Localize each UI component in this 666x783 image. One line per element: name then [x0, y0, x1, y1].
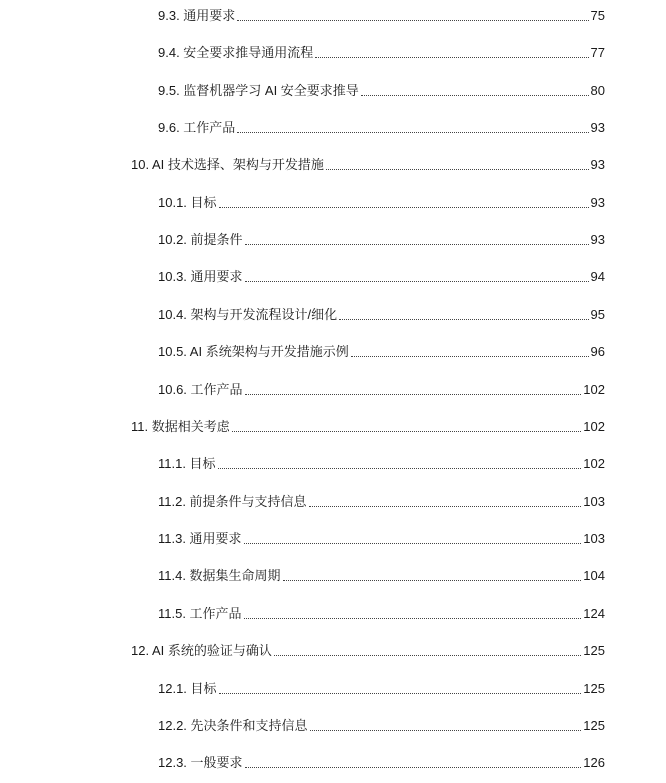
toc-entry-page: 125	[583, 681, 605, 696]
toc-entry-title: 12. AI 系统的验证与确认	[131, 643, 272, 658]
toc-entry-page: 75	[590, 8, 605, 23]
toc-dot-leader	[245, 232, 589, 248]
toc-entry-title: 10. AI 技术选择、架构与开发措施	[131, 157, 324, 172]
toc-entry-page: 124	[583, 606, 605, 621]
toc-entry-title: 9.6. 工作产品	[158, 120, 236, 135]
toc-entry-title: 12.3. 一般要求	[158, 755, 243, 770]
toc-entry[interactable]	[158, 228, 605, 248]
toc-entry-page: 95	[590, 307, 605, 322]
toc-entry-page: 125	[583, 718, 605, 733]
toc-dot-leader	[245, 755, 582, 771]
toc-entry-title: 10.1. 目标	[158, 195, 217, 210]
toc-entry[interactable]	[158, 79, 605, 99]
toc-entry[interactable]	[131, 415, 605, 435]
toc-entry-page: 102	[583, 382, 605, 397]
toc-entry-title: 11.2. 前提条件与支持信息	[158, 494, 307, 509]
toc-entry-page: 126	[583, 755, 605, 770]
toc-dot-leader	[232, 419, 582, 435]
toc-entry[interactable]	[158, 191, 605, 211]
toc-entry-page: 77	[590, 45, 605, 60]
toc-entry[interactable]	[158, 527, 605, 547]
toc-dot-leader	[237, 120, 588, 136]
toc-entry-page: 125	[583, 643, 605, 658]
toc-dot-leader	[274, 643, 581, 659]
toc-dot-leader	[351, 344, 589, 360]
toc-entry-title: 11.3. 通用要求	[158, 531, 242, 546]
toc-dot-leader	[244, 531, 582, 547]
toc-entry[interactable]	[158, 4, 605, 24]
toc-entry[interactable]	[158, 452, 605, 472]
toc-dot-leader	[219, 195, 589, 211]
toc-entry-page: 80	[590, 83, 605, 98]
toc-entry-title: 10.6. 工作产品	[158, 382, 243, 397]
toc-entry-title: 9.3. 通用要求	[158, 8, 236, 23]
toc-entry-page: 93	[590, 120, 605, 135]
toc-entry-title: 10.4. 架构与开发流程设计/细化	[158, 307, 338, 322]
toc-entry[interactable]	[158, 265, 605, 285]
toc-dot-leader	[361, 83, 589, 99]
toc-dot-leader	[309, 494, 582, 510]
toc-entry[interactable]	[158, 714, 605, 734]
toc-entry-title: 12.2. 先决条件和支持信息	[158, 718, 308, 733]
toc-dot-leader	[245, 269, 589, 285]
toc-entry-title: 11. 数据相关考虑	[131, 419, 230, 434]
toc-dot-leader	[315, 45, 588, 61]
toc-entry-title: 12.1. 目标	[158, 681, 217, 696]
toc-entry[interactable]	[158, 340, 605, 360]
toc-entry[interactable]	[158, 564, 605, 584]
toc-entry[interactable]	[158, 116, 605, 136]
toc-dot-leader	[283, 568, 582, 584]
toc-dot-leader	[219, 681, 582, 697]
toc-entry-page: 93	[590, 157, 605, 172]
toc-dot-leader	[326, 157, 589, 173]
toc-entry-page: 93	[590, 232, 605, 247]
toc-entry-page: 102	[583, 419, 605, 434]
toc-entry-title: 10.3. 通用要求	[158, 269, 243, 284]
toc-entry-title: 11.4. 数据集生命周期	[158, 568, 281, 583]
toc-dot-leader	[244, 606, 582, 622]
toc-dot-leader	[218, 456, 582, 472]
toc-entry-page: 96	[590, 344, 605, 359]
toc-dot-leader	[237, 8, 588, 24]
toc-entry-title: 11.1. 目标	[158, 456, 216, 471]
toc-entry-page: 93	[590, 195, 605, 210]
toc-entry[interactable]	[131, 639, 605, 659]
toc-entry-page: 104	[583, 568, 605, 583]
toc-dot-leader	[339, 307, 588, 323]
toc-entry-title: 9.4. 安全要求推导通用流程	[158, 45, 314, 60]
toc-entry-page: 102	[583, 456, 605, 471]
toc-entry[interactable]	[158, 41, 605, 61]
toc-entry[interactable]	[131, 153, 605, 173]
toc-entry[interactable]	[158, 303, 605, 323]
toc-entry-title: 10.5. AI 系统架构与开发措施示例	[158, 344, 349, 359]
toc-entry[interactable]	[158, 490, 605, 510]
toc-entry-page: 103	[583, 494, 605, 509]
toc-entry-page: 94	[590, 269, 605, 284]
toc-entry-page: 103	[583, 531, 605, 546]
toc-dot-leader	[310, 718, 582, 734]
toc-dot-leader	[245, 382, 582, 398]
toc-entry[interactable]	[158, 677, 605, 697]
toc-entry-title: 9.5. 监督机器学习 AI 安全要求推导	[158, 83, 359, 98]
toc-entry[interactable]	[158, 602, 605, 622]
toc-entry[interactable]	[158, 378, 605, 398]
toc-entry-title: 11.5. 工作产品	[158, 606, 242, 621]
toc-entry-title: 10.2. 前提条件	[158, 232, 243, 247]
toc-entry[interactable]	[158, 751, 605, 771]
